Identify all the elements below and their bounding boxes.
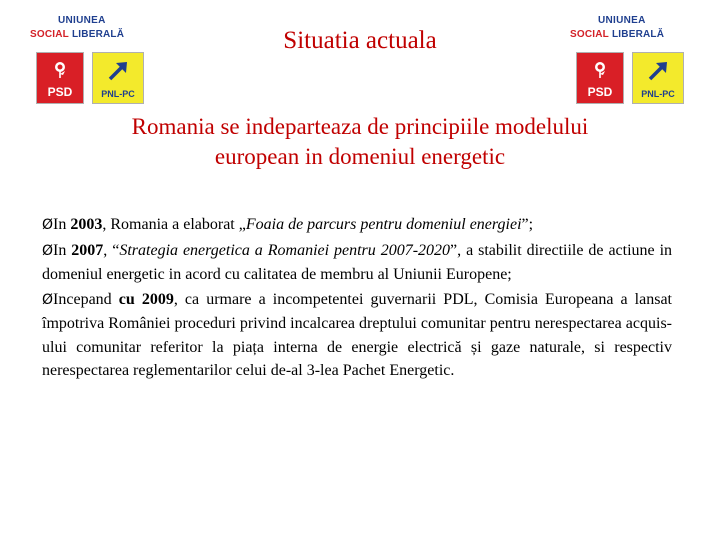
bullet-paragraph-2007 bbox=[42, 239, 672, 287]
bullet-paragraph-2003 bbox=[42, 213, 672, 238]
paragraph-bold-year: cu 2009 bbox=[118, 290, 174, 308]
bullet-paragraph-2009 bbox=[42, 288, 672, 383]
paragraph-text: ”, a stabilit directiile de actiune in domeniul energetic in acord cu calitatea de membru al Uniunii Europene; bbox=[42, 241, 673, 283]
slide-subtitle bbox=[40, 112, 680, 172]
paragraph-bold-year: 2007 bbox=[71, 241, 104, 259]
paragraph-bold-year: 2003 bbox=[70, 216, 103, 233]
usl-logo-left bbox=[30, 12, 148, 104]
psd-label: PSD bbox=[47, 85, 73, 99]
paragraph-italic-title: Strategia energetica a Romaniei pentru 2007-2020 bbox=[119, 241, 451, 259]
logo-line-uniunea: UNIUNEA bbox=[58, 15, 106, 26]
arrow-icon bbox=[106, 59, 130, 83]
logo-word-liberala: LIBERALĂ bbox=[611, 29, 665, 40]
paragraph-text: , ca urmare a incompetentei guvernarii PDL, Comisia Europeana a lansat împotriva României proceduri privind incalcarea dreptului comunitar pentru nerespectarea acquis-ului comunitar referitor la piața interna de energie electrică și gaze naturale, si respectiv nerespectarea reglementarilor celui de-al 3-lea Pachet Energetic. bbox=[42, 290, 672, 379]
bullet-arrow-icon: Ø bbox=[42, 242, 54, 259]
pnl-pc-logo bbox=[632, 52, 684, 104]
paragraph-text: In bbox=[53, 241, 72, 259]
rose-icon bbox=[50, 59, 70, 79]
paragraph-text: Incepand bbox=[53, 290, 119, 308]
bullet-list bbox=[42, 213, 672, 384]
paragraph-text: ”; bbox=[521, 216, 534, 233]
bullet-arrow-icon: Ø bbox=[42, 291, 54, 308]
psd-label: PSD bbox=[587, 85, 613, 99]
paragraph-text: In bbox=[53, 216, 71, 233]
subtitle-line-2: european in domeniul energetic bbox=[214, 144, 506, 169]
paragraph-text: , Romania a elaborat „ bbox=[102, 216, 246, 233]
pnl-pc-logo bbox=[92, 52, 144, 104]
slide-title: Situatia actuala bbox=[283, 27, 437, 54]
logo-line-social-liberala bbox=[570, 29, 688, 40]
logo-line-social-liberala bbox=[30, 29, 148, 40]
logo-line-uniunea: UNIUNEA bbox=[598, 15, 646, 26]
logo-word-social: SOCIAL bbox=[30, 29, 69, 40]
bullet-arrow-icon: Ø bbox=[42, 217, 54, 233]
paragraph-italic-title: Foaia de parcurs pentru domeniul energiei bbox=[245, 216, 522, 233]
subtitle-line-1: Romania se indeparteaza de principiile modelului bbox=[131, 114, 589, 139]
logo-word-liberala: LIBERALĂ bbox=[71, 29, 125, 40]
usl-logo-right bbox=[570, 12, 688, 104]
psd-logo bbox=[36, 52, 84, 104]
paragraph-text: , “ bbox=[103, 241, 120, 259]
pnl-pc-label: PNL-PC bbox=[641, 89, 675, 99]
logo-word-social: SOCIAL bbox=[570, 29, 609, 40]
arrow-icon bbox=[646, 59, 670, 83]
psd-logo bbox=[576, 52, 624, 104]
pnl-pc-label: PNL-PC bbox=[101, 89, 135, 99]
rose-icon bbox=[590, 59, 610, 79]
